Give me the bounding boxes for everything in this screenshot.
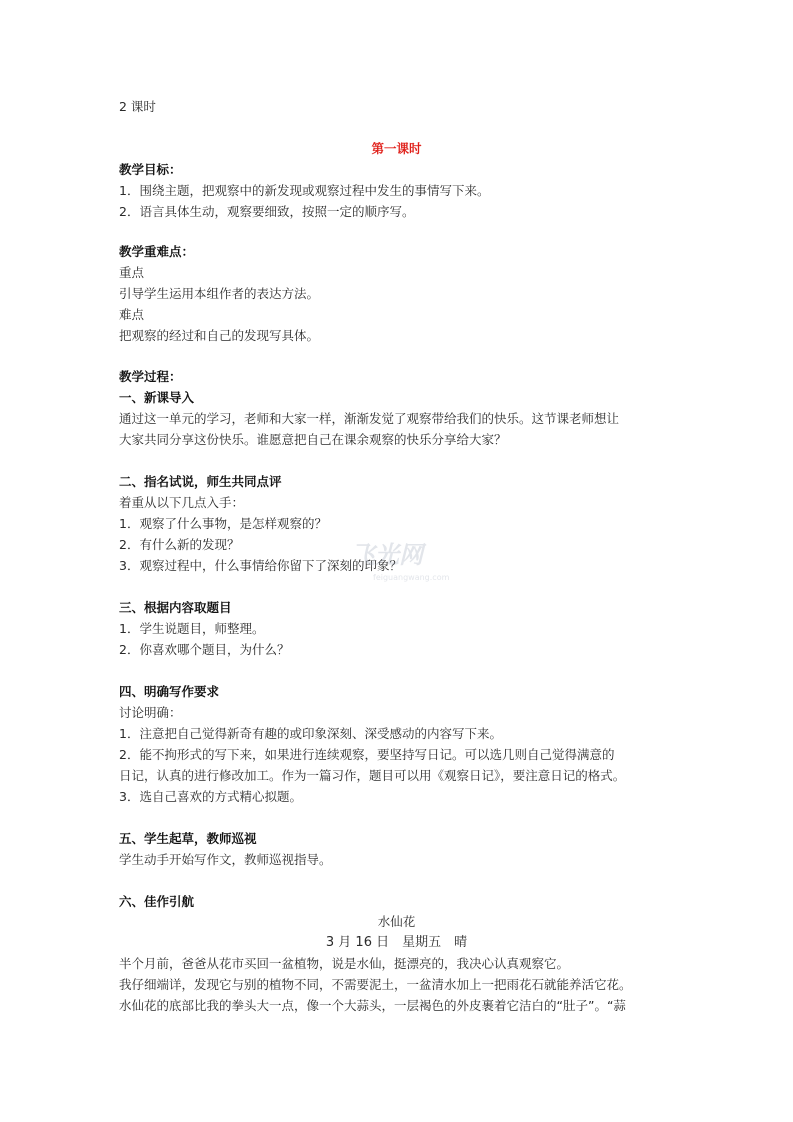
section-title: 三、根据内容取题目 xyxy=(119,600,232,615)
goal-item: 2．语言具体生动，观察要细致，按照一定的顺序写。 xyxy=(119,204,415,219)
difficult-label: 难点 xyxy=(119,307,145,322)
sample-line: 我仔细端详，发现它与别的植物不同，不需要泥土，一盆清水加上一把雨花石就能养活它花。 xyxy=(119,977,632,992)
list-item: 1．观察了什么事物，是怎样观察的？ xyxy=(119,516,327,531)
sample-date-line: 3 月 16 日 星期五 晴 xyxy=(325,935,468,950)
list-item: 2．能不拘形式的写下来，如果进行连续观察，要坚持写日记。可以选几则自己觉得满意的 xyxy=(119,747,615,762)
section-title: 六、佳作引航 xyxy=(119,894,195,909)
paragraph-line: 学生动手开始写作文，教师巡视指导。 xyxy=(119,852,332,867)
section-title: 二、指名试说，师生共同点评 xyxy=(119,474,282,489)
section-title: 五、学生起草，教师巡视 xyxy=(119,831,257,846)
section-title: 四、明确写作要求 xyxy=(119,684,220,699)
watermark-sub: feiguangwang.com xyxy=(373,573,450,582)
section-title: 一、新课导入 xyxy=(119,390,195,405)
paragraph-line: 通过这一单元的学习，老师和大家一样，渐渐发觉了观察带给我们的快乐。这节课老师想让 xyxy=(119,411,620,426)
sample-line: 半个月前，爸爸从花市买回一盆植物，说是水仙，挺漂亮的，我决心认真观察它。 xyxy=(119,956,570,971)
paragraph-line: 日记，认真的进行修改加工。作为一篇习作，题目可以用《观察日记》，要注意日记的格式。 xyxy=(119,768,626,783)
paragraph-line: 着重从以下几点入手： xyxy=(119,495,245,510)
list-item: 1．学生说题目，师整理。 xyxy=(119,621,265,636)
key-label: 重点 xyxy=(119,265,145,280)
list-item: 2．有什么新的发现？ xyxy=(119,537,240,552)
list-item: 2．你喜欢哪个题目，为什么？ xyxy=(119,642,290,657)
list-item: 3．观察过程中，什么事情给你留下了深刻的印象？ xyxy=(119,558,402,573)
paragraph-line: 大家共同分享这份快乐。谁愿意把自己在课余观察的快乐分享给大家？ xyxy=(119,432,507,447)
goal-item: 1．围绕主题，把观察中的新发现或观察过程中发生的事情写下来。 xyxy=(119,183,490,198)
goals-heading: 教学目标： xyxy=(119,162,182,177)
key-points-heading: 教学重难点： xyxy=(119,244,195,259)
difficult-text: 把观察的经过和自己的发现写具体。 xyxy=(119,328,320,343)
sample-line: 水仙花的底部比我的拳头大一点，像一个大蒜头，一层褐色的外皮裹着它洁白的“肚子”。“蒜 xyxy=(119,998,626,1013)
paragraph-line: 讨论明确： xyxy=(119,705,182,720)
sample-title: 水仙花 xyxy=(377,914,416,929)
key-text: 引导学生运用本组作者的表达方法。 xyxy=(119,286,320,301)
list-item: 1．注意把自己觉得新奇有趣的或印象深刻、深受感动的内容写下来。 xyxy=(119,726,502,741)
period-note: 2 课时 xyxy=(119,99,156,114)
list-item: 3．选自己喜欢的方式精心拟题。 xyxy=(119,789,302,804)
watermark-main: 飞光网 xyxy=(351,541,423,569)
lesson-title: 第一课时 xyxy=(371,141,422,156)
process-heading: 教学过程： xyxy=(119,369,182,384)
